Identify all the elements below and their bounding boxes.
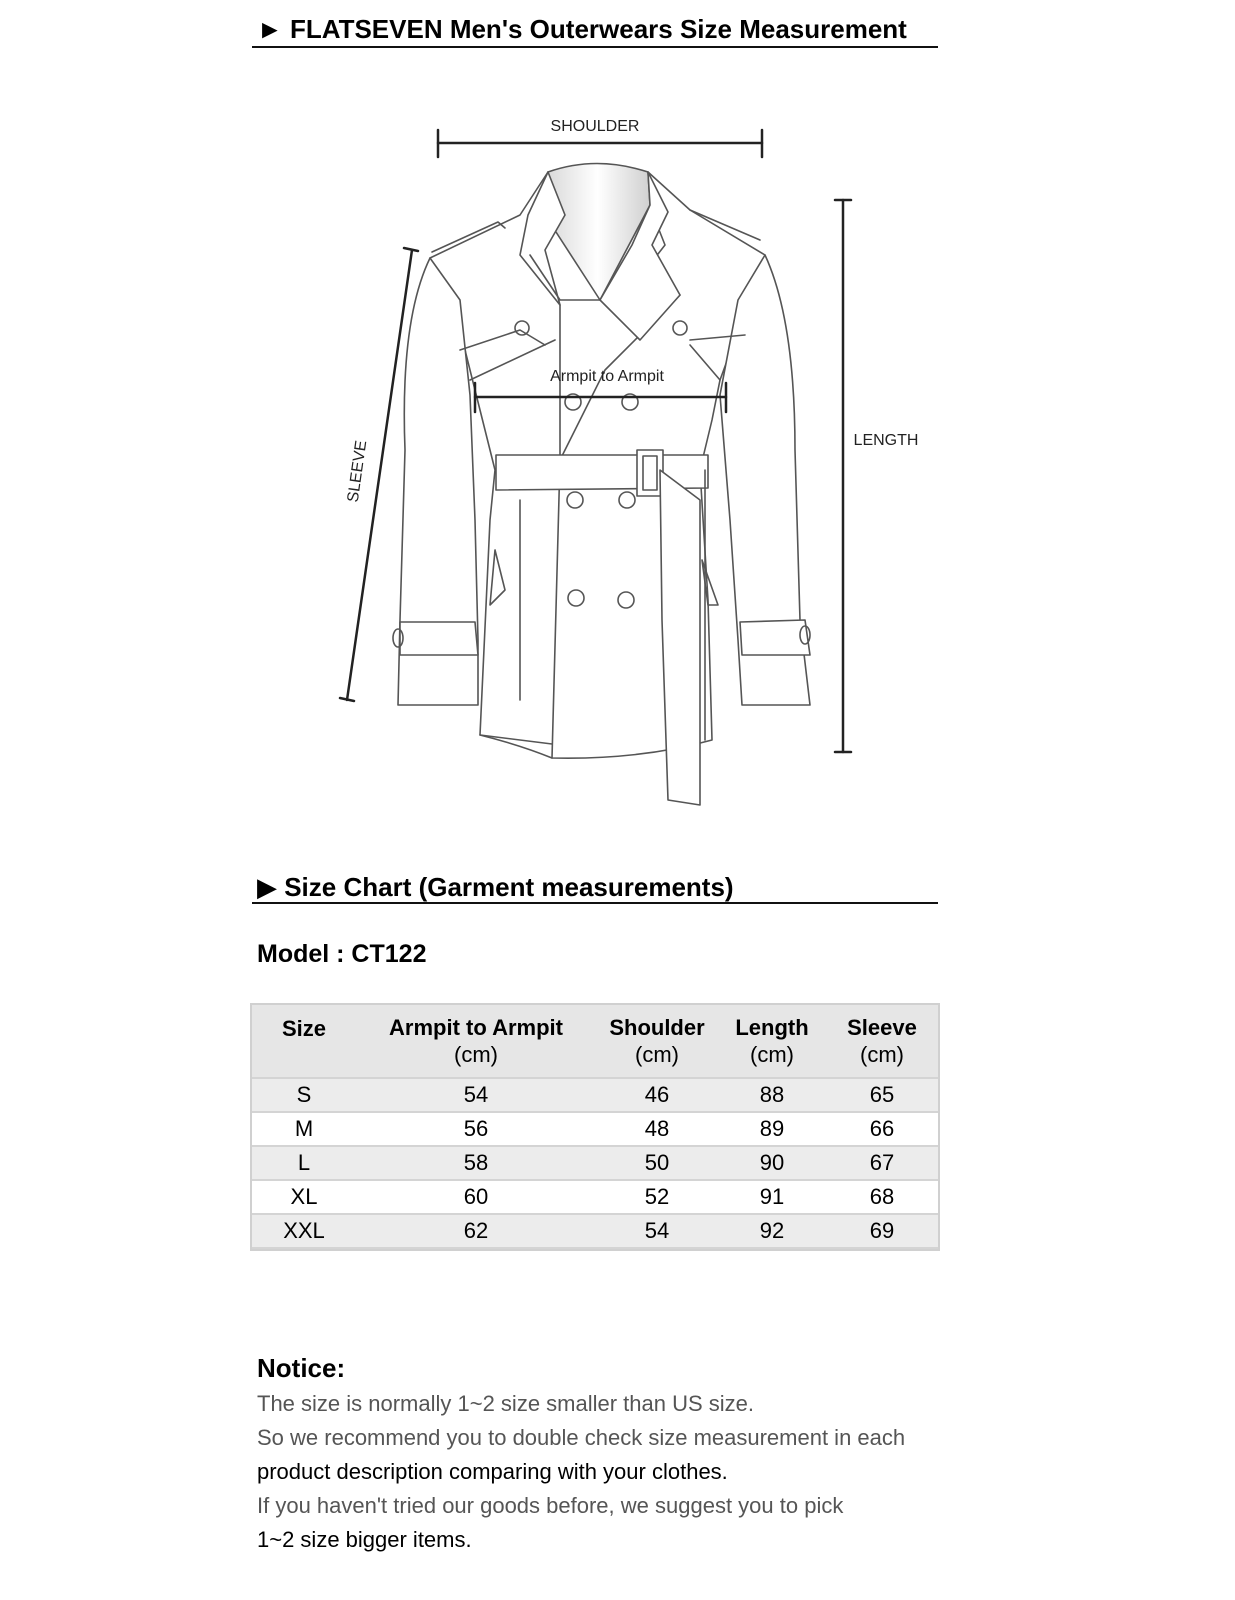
column-header-size: Size bbox=[252, 1005, 356, 1078]
size-chart-underline bbox=[252, 902, 938, 904]
cell-size: S bbox=[252, 1078, 356, 1112]
column-header-shoulder: Shoulder (cm) bbox=[596, 1005, 718, 1078]
table-row bbox=[252, 1180, 938, 1214]
cell-size: M bbox=[252, 1112, 356, 1146]
cell-armpit: 60 bbox=[356, 1180, 596, 1214]
cell-sleeve: 68 bbox=[826, 1180, 938, 1214]
notice-line: product description comparing with your clothes. bbox=[257, 1459, 728, 1484]
length-label: LENGTH bbox=[853, 432, 919, 449]
armpit-label: Armpit to Armpit bbox=[550, 368, 664, 385]
notice-line: The size is normally 1~2 size smaller than US size. bbox=[257, 1391, 755, 1416]
column-header-armpit: Armpit to Armpit (cm) bbox=[356, 1005, 596, 1078]
belt-buckle bbox=[637, 450, 663, 496]
cell-size: L bbox=[252, 1146, 356, 1180]
table-row bbox=[252, 1214, 938, 1248]
cell-length: 92 bbox=[718, 1214, 826, 1248]
page-title: ► FLATSEVEN Men's Outerwears Size Measurement bbox=[257, 14, 907, 44]
column-header-length: Length (cm) bbox=[718, 1005, 826, 1078]
cell-shoulder: 54 bbox=[596, 1214, 718, 1248]
notice-title: Notice: bbox=[257, 1353, 346, 1383]
size-table bbox=[252, 1005, 938, 1249]
table-row bbox=[252, 1146, 938, 1180]
cell-sleeve: 67 bbox=[826, 1146, 938, 1180]
cell-length: 90 bbox=[718, 1146, 826, 1180]
cell-armpit: 54 bbox=[356, 1078, 596, 1112]
cell-length: 88 bbox=[718, 1078, 826, 1112]
table-row bbox=[252, 1112, 938, 1146]
sleeve-label: SLEEVE bbox=[344, 439, 371, 504]
belt-tail bbox=[660, 470, 700, 805]
cell-armpit: 62 bbox=[356, 1214, 596, 1248]
cell-armpit: 56 bbox=[356, 1112, 596, 1146]
column-header-sleeve: Sleeve (cm) bbox=[826, 1005, 938, 1078]
notice-line: So we recommend you to double check size measurement in each bbox=[257, 1425, 906, 1450]
size-chart-heading: ▶ Size Chart (Garment measurements) bbox=[257, 872, 734, 902]
notice-line: 1~2 size bigger items. bbox=[257, 1527, 472, 1552]
cell-length: 89 bbox=[718, 1112, 826, 1146]
cell-size: XL bbox=[252, 1180, 356, 1214]
cell-armpit: 58 bbox=[356, 1146, 596, 1180]
notice-line: If you haven't tried our goods before, we suggest you to pick bbox=[257, 1493, 844, 1518]
model-number: Model : CT122 bbox=[257, 940, 427, 968]
table-row bbox=[252, 1078, 938, 1112]
table-header-row bbox=[252, 1005, 938, 1078]
cell-size: XXL bbox=[252, 1214, 356, 1248]
cell-shoulder: 52 bbox=[596, 1180, 718, 1214]
cell-shoulder: 48 bbox=[596, 1112, 718, 1146]
cell-length: 91 bbox=[718, 1180, 826, 1214]
title-underline bbox=[252, 46, 938, 48]
cell-shoulder: 46 bbox=[596, 1078, 718, 1112]
cell-sleeve: 65 bbox=[826, 1078, 938, 1112]
left-cuff bbox=[400, 622, 478, 655]
cell-sleeve: 69 bbox=[826, 1214, 938, 1248]
cell-shoulder: 50 bbox=[596, 1146, 718, 1180]
cell-sleeve: 66 bbox=[826, 1112, 938, 1146]
coat-measurement-diagram bbox=[252, 60, 942, 820]
shoulder-label: SHOULDER bbox=[550, 118, 640, 135]
